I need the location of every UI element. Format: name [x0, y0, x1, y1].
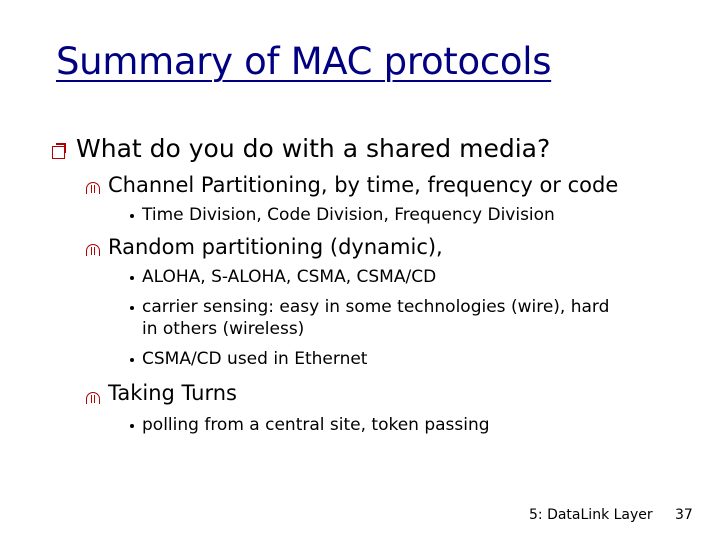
dot-bullet-icon	[130, 276, 134, 280]
random-sub-text-1: ALOHA, S-ALOHA, CSMA, CSMA/CD	[142, 267, 437, 287]
random-sub-text-2b: in others (wireless)	[142, 319, 305, 339]
footer-page-number: 37	[675, 507, 693, 523]
footer-chapter: 5: DataLink Layer	[529, 507, 653, 523]
random-partitioning-text: Random partitioning (dynamic),	[108, 235, 443, 259]
taking-turns-sub-text: polling from a central site, token passing	[142, 415, 490, 435]
sub-bullet-icon	[86, 392, 100, 404]
taking-turns-text: Taking Turns	[108, 381, 237, 405]
channel-partitioning-text: Channel Partitioning, by time, frequency or code	[108, 173, 619, 197]
random-sub-text-2a: carrier sensing: easy in some technologies (wire), hard	[142, 297, 610, 317]
sub-bullet-icon	[86, 244, 100, 256]
question-text: What do you do with a shared media?	[76, 134, 551, 163]
dot-bullet-icon	[130, 214, 134, 218]
sub-bullet-icon	[86, 182, 100, 194]
dot-bullet-icon	[130, 358, 134, 362]
slide-title: Summary of MAC protocols	[56, 40, 552, 83]
dot-bullet-icon	[130, 306, 134, 310]
random-sub-text-3: CSMA/CD used in Ethernet	[142, 349, 368, 369]
channel-sub-text: Time Division, Code Division, Frequency Division	[142, 205, 555, 225]
checkbox-bullet-icon	[52, 146, 65, 159]
dot-bullet-icon	[130, 424, 134, 428]
